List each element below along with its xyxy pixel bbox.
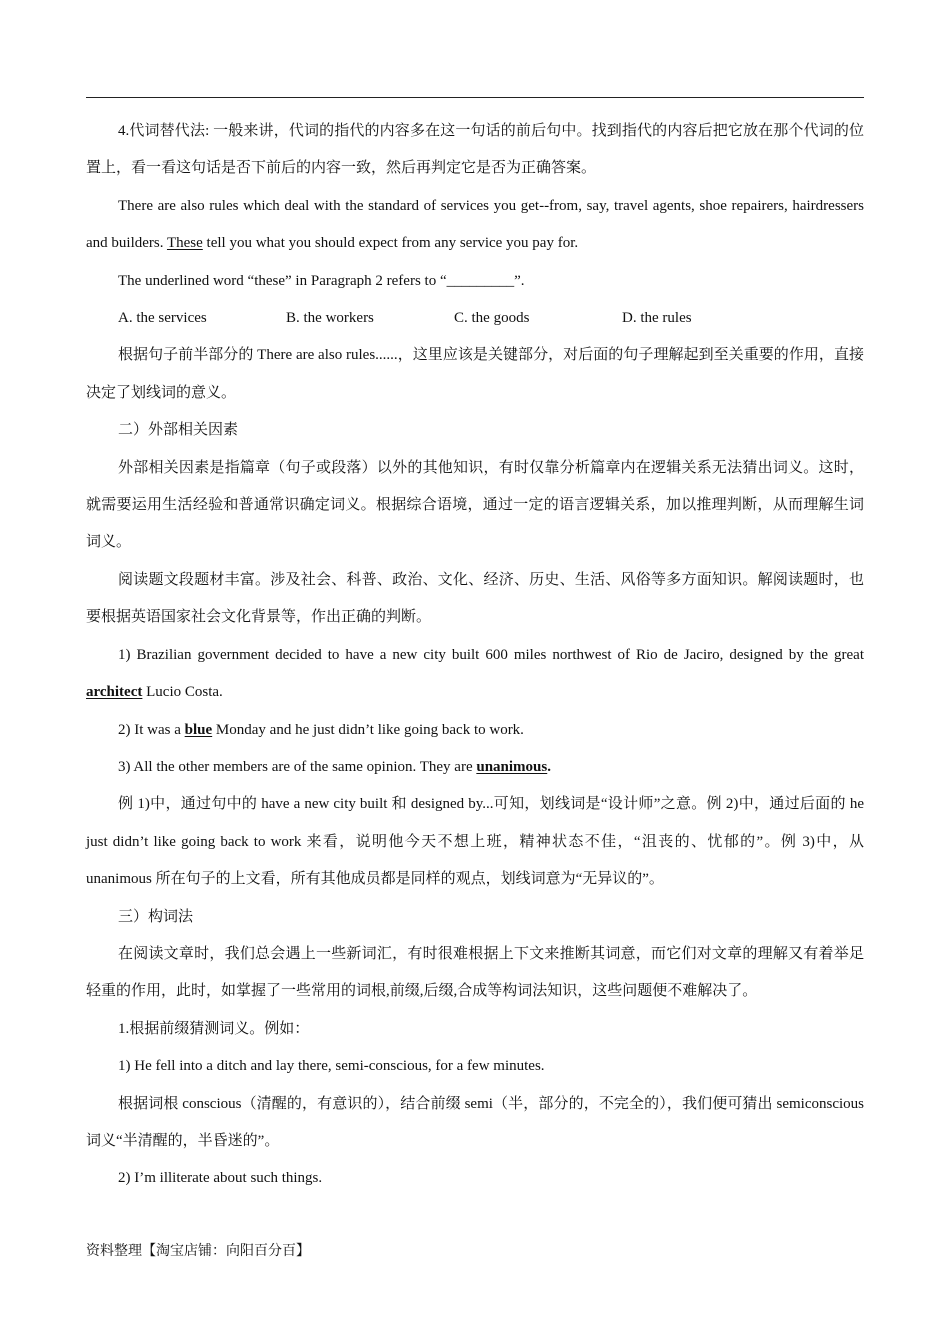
example-3-period: . [547,758,551,775]
underlined-word-architect: architect [86,684,143,701]
section-heading-word-formation: 三）构词法 [118,908,194,925]
passage-text-start: There are also rules which deal with the standard of services you get--from, say, travel agents, shoe repairers, hairdressers and builders. [86,197,864,252]
underlined-word-these: These [166,235,203,252]
passage-text-end: tell you what you should expect from any service you pay for. [202,235,579,252]
example-3 [86,749,864,786]
question-text: The underlined word “these” in Paragraph 2 refers to “_________”. [118,272,525,289]
document-body [86,113,864,1198]
paragraph-reading-topics: 阅读题文段题材丰富。涉及社会、科普、政治、文化、经济、历史、生活、风俗等多方面知识。解阅读题时，也要根据英语国家社会文化背景等，作出正确的判断。 [86,571,864,626]
example-1-text-start: 1) Brazilian government decided to have a new city built 600 miles northwest of Rio de Jaciro, designed by the great [118,646,864,663]
option-d: D. the rules [622,310,692,327]
answer-options [86,300,864,337]
paragraph-analysis: 根据句子前半部分的 There are also rules......，这里应该是关键部分，对后面的句子理解起到至关重要的作用，直接决定了划线词的意义。 [86,347,864,401]
header-rule [86,97,864,98]
underlined-word-blue: blue [184,721,213,738]
option-b: B. the workers [286,310,374,327]
paragraph-pronoun-method: 4.代词替代法: 一般来讲，代词的指代的内容多在这一句话的前后句中。找到指代的内容后把它放在那个代词的位置上，看一看这句话是否下前后的内容一致，然后再判定它是否为正确答案。 [86,123,864,177]
example-3-text-start: 3) All the other members are of the same opinion. They are [118,758,477,775]
example-1-text-end: Lucio Costa. [142,684,223,701]
example-1 [86,637,864,712]
paragraph-external-factors: 外部相关因素是指篇章（句子或段落）以外的其他知识，有时仅靠分析篇章内在逻辑关系无法猜出词义。这时，就需要运用生活经验和普通常识确定词义。根据综合语境，通过一定的语言逻辑关系，加以推理判断，从而理解生词词义。 [86,459,864,551]
prefix-example-1: 1) He fell into a ditch and lay there, semi-conscious, for a few minutes. [118,1058,545,1075]
paragraph-word-formation: 在阅读文章时，我们总会遇上一些新词汇，有时很难根据上下文来推断其词意，而它们对文章的理解又有着举足轻重的作用，此时，如掌握了一些常用的词根,前缀,后缀,合成等构词法知识，这些问题便不难解决了。 [86,945,864,1000]
footer-source: 资料整理【淘宝店铺：向阳百分百】 [86,1243,310,1259]
example-2 [86,712,864,749]
section-heading-external: 二）外部相关因素 [118,422,239,439]
example-2-text-start: 2) It was a [118,721,185,738]
prefix-example-2: 2) I’m illiterate about such things. [118,1170,323,1187]
subheading-prefix: 1.根据前缀猜测词义。例如： [118,1020,310,1037]
underlined-word-unanimous: unanimous [476,758,548,775]
option-c: C. the goods [454,310,530,327]
option-a: A. the services [118,310,207,327]
paragraph-example-passage [86,188,864,263]
example-2-text-end: Monday and he just didn’t like going back to work. [212,721,524,738]
paragraph-example-explanation: 例 1)中，通过句中的 have a new city built 和 designed by...可知，划线词是“设计师”之意。例 2)中，通过后面的 he just didn’t like going back to work 来看，说明他今天不想上班，精神状态不佳，“沮丧的、忧郁的”。例 3)中，从 unanimous 所在句子的上文看，所有其他成员都是同样的观点，划线词意为“无异议的”。 [86,796,864,888]
paragraph-prefix-explanation: 根据词根 conscious（清醒的，有意识的），结合前缀 semi（半，部分的，不完全的），我们便可猜出 semiconscious 词义“半清醒的，半昏迷的”。 [86,1095,864,1149]
